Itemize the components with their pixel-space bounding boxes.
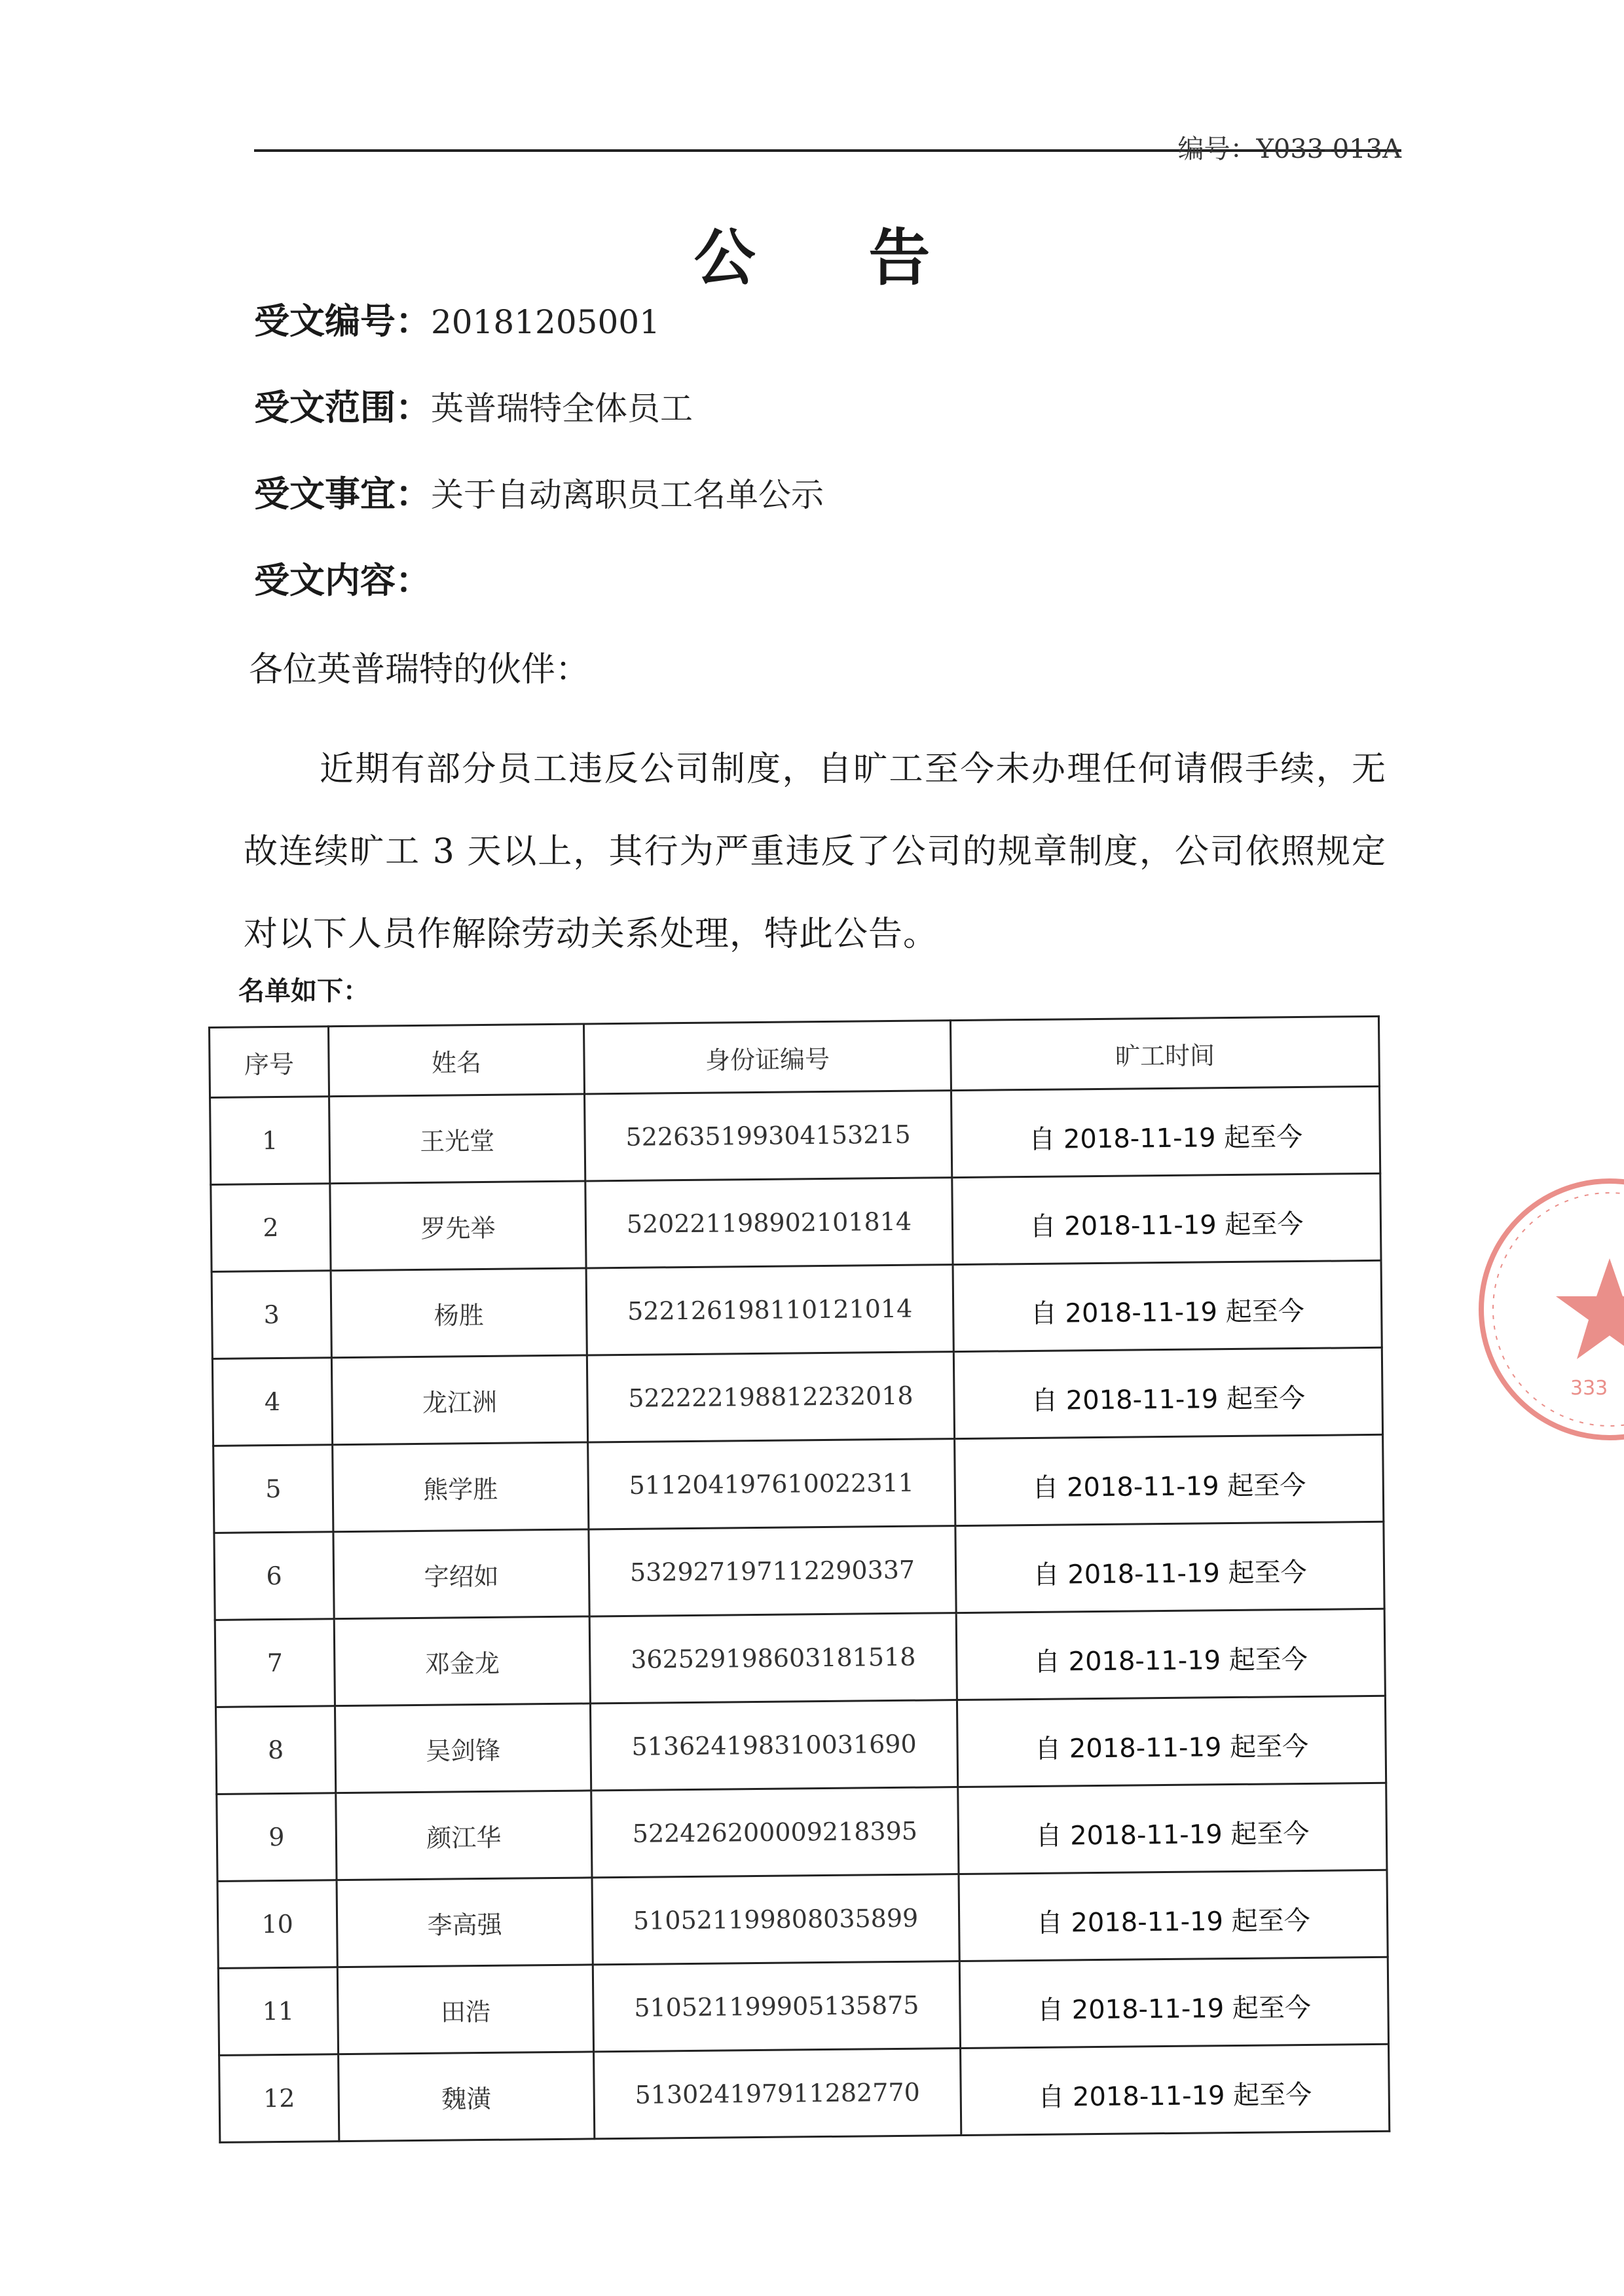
cell-absence-period: 自 2018-11-19 起至今 <box>952 1173 1381 1264</box>
cell-absence-period: 自 2018-11-19 起至今 <box>953 1347 1382 1438</box>
cell-absence-period: 自 2018-11-19 起至今 <box>951 1086 1380 1177</box>
table-row <box>214 1522 1384 1620</box>
cell-name: 字绍如 <box>333 1529 589 1619</box>
meta-label: 受文事宜： <box>254 473 431 515</box>
cell-serial: 11 <box>218 1967 338 2056</box>
table-row <box>215 1609 1385 1707</box>
cell-id-number: 510521199808035899 <box>592 1874 959 1965</box>
table-row <box>210 1086 1380 1184</box>
table-row <box>213 1434 1384 1533</box>
cell-absence-period: 自 2018-11-19 起至今 <box>955 1522 1384 1613</box>
cell-serial: 4 <box>212 1358 332 1446</box>
meta-row-content <box>254 553 431 603</box>
table-body <box>210 1086 1390 2142</box>
cell-serial: 8 <box>215 1706 335 1795</box>
cell-absence-period: 自 2018-11-19 起至今 <box>958 1783 1387 1874</box>
cell-name: 邓金龙 <box>334 1616 590 1706</box>
meta-row-subject <box>254 466 824 517</box>
cell-serial: 5 <box>213 1445 333 1533</box>
company-seal-stamp <box>1472 1172 1624 1447</box>
table-row <box>212 1260 1382 1358</box>
table-row <box>211 1173 1381 1271</box>
cell-serial: 10 <box>217 1880 337 1969</box>
meta-value: 英普瑞特全体员工 <box>431 390 693 428</box>
meta-value: 20181205001 <box>431 303 660 341</box>
cell-serial: 1 <box>210 1097 330 1185</box>
cell-id-number: 532927197112290337 <box>589 1526 956 1616</box>
table-row <box>215 1696 1386 1794</box>
cell-absence-period: 自 2018-11-19 起至今 <box>961 2044 1390 2135</box>
cell-name: 罗先举 <box>330 1181 586 1271</box>
cell-name: 田浩 <box>337 1965 593 2054</box>
header-name: 姓名 <box>329 1024 585 1097</box>
cell-absence-period: 自 2018-11-19 起至今 <box>956 1609 1385 1700</box>
header-absence-period: 旷工时间 <box>950 1016 1379 1090</box>
seal-star <box>1556 1258 1624 1359</box>
cell-serial: 2 <box>211 1184 331 1272</box>
header-id-number: 身份证编号 <box>583 1021 951 1094</box>
cell-serial: 9 <box>217 1793 337 1882</box>
table-row <box>219 2044 1390 2142</box>
cell-absence-period: 自 2018-11-19 起至今 <box>955 1434 1384 1525</box>
cell-id-number: 522426200009218395 <box>591 1787 959 1878</box>
body-paragraph: 近期有部分员工违反公司制度，自旷工至今未办理任何请假手续，无故连续旷工 3 天以上，其行为严重违反了公司的规章制度，公司依照规定对以下人员作解除劳动关系处理，特此公告。 <box>244 750 1386 954</box>
meta-label: 受文范围： <box>254 387 431 428</box>
cell-name: 颜江华 <box>336 1791 592 1880</box>
cell-serial: 3 <box>212 1271 331 1359</box>
list-heading: 名单如下： <box>238 976 369 1006</box>
table-header-row <box>210 1016 1380 1097</box>
cell-absence-period: 自 2018-11-19 起至今 <box>959 1957 1388 2048</box>
meta-label: 受文编号： <box>254 301 431 342</box>
cell-name: 王光堂 <box>329 1094 585 1184</box>
cell-serial: 6 <box>214 1532 334 1620</box>
employee-table-wrapper <box>208 1015 1388 2143</box>
meta-row-scope <box>254 380 693 430</box>
cell-id-number: 511204197610022311 <box>588 1439 955 1529</box>
seal-number: 333 <box>1570 1377 1608 1400</box>
cell-name: 李高强 <box>337 1878 593 1967</box>
meta-row-doc-no <box>254 293 660 344</box>
table-row <box>212 1347 1382 1446</box>
cell-id-number: 522222198812232018 <box>587 1352 954 1442</box>
table-row <box>217 1783 1387 1881</box>
cell-id-number: 510521199905135875 <box>593 1961 960 2052</box>
cell-absence-period: 自 2018-11-19 起至今 <box>953 1260 1382 1351</box>
cell-absence-period: 自 2018-11-19 起至今 <box>959 1870 1388 1961</box>
cell-name: 龙江洲 <box>331 1355 587 1445</box>
table-row <box>217 1870 1388 1968</box>
cell-id-number: 520221198902101814 <box>585 1178 953 1268</box>
cell-id-number: 513024197911282770 <box>594 2049 961 2139</box>
cell-id-number: 522126198110121014 <box>586 1265 953 1355</box>
document-number: 编号：Y033-013A <box>1177 134 1401 164</box>
meta-value: 关于自动离职员工名单公示 <box>431 476 824 514</box>
greeting: 各位英普瑞特的伙伴： <box>249 650 590 689</box>
cell-id-number: 362529198603181518 <box>589 1613 957 1704</box>
document-title: 公 告 <box>693 223 976 294</box>
cell-id-number: 513624198310031690 <box>590 1700 957 1791</box>
cell-name: 魏潢 <box>339 2052 595 2141</box>
cell-absence-period: 自 2018-11-19 起至今 <box>957 1696 1386 1787</box>
cell-serial: 12 <box>219 2054 339 2143</box>
employee-table <box>208 1015 1390 2143</box>
table-row <box>218 1957 1388 2055</box>
cell-name: 杨胜 <box>331 1268 587 1358</box>
cell-id-number: 522635199304153215 <box>585 1091 952 1181</box>
meta-label: 受文内容： <box>254 560 431 601</box>
cell-name: 熊学胜 <box>333 1442 589 1532</box>
cell-name: 吴剑锋 <box>335 1704 591 1793</box>
header-serial: 序号 <box>210 1027 329 1098</box>
cell-serial: 7 <box>215 1619 335 1707</box>
